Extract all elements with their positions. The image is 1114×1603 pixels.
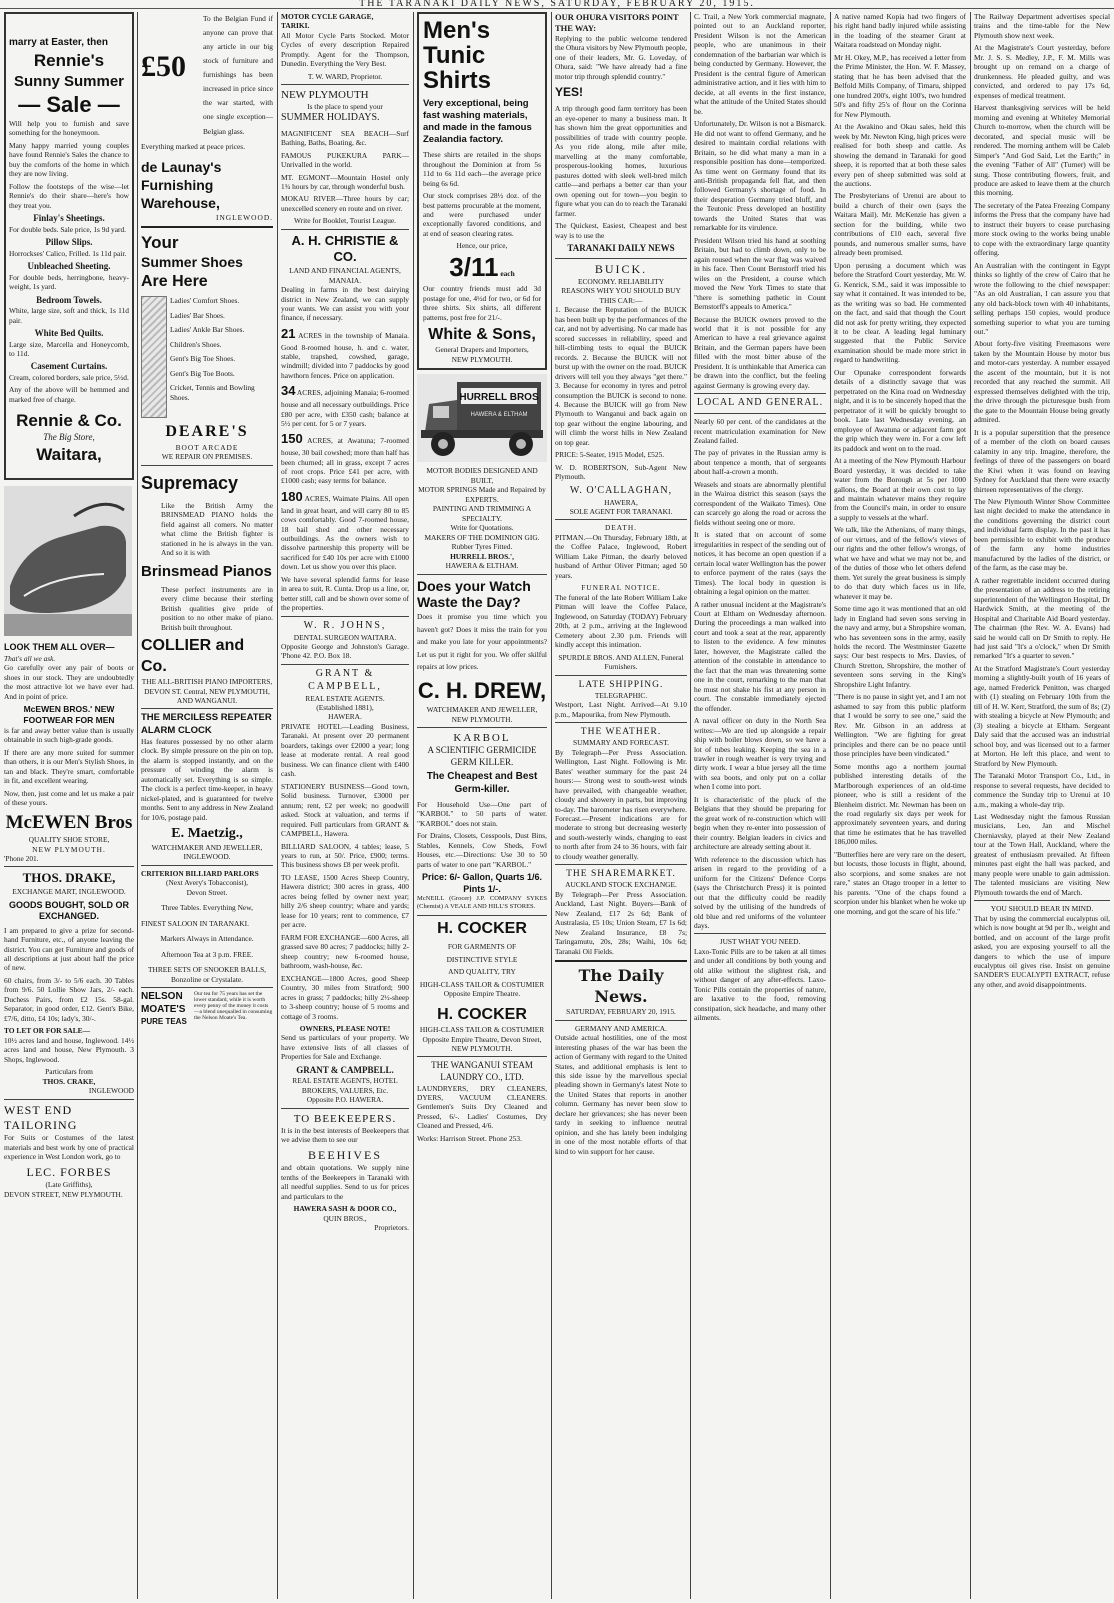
- cocker2-np: NEW PLYMOUTH.: [451, 1044, 513, 1054]
- criterion: CRITERION BILLIARD PARLORS: [141, 868, 259, 878]
- mcewen-bros: McEWEN Bros: [5, 811, 133, 833]
- column-5: [555, 12, 687, 1599]
- buick-economy: ECONOMY. RELIABILITY: [577, 276, 665, 286]
- item-heading: White Bed Quilts.: [34, 327, 104, 338]
- truck-sub: HAWERA & ELTHAM: [470, 412, 528, 419]
- mokau: MOKAU RIVER—Three hours by car; unexcelled scenery en route and on river.: [281, 194, 409, 213]
- drake-exchange: EXCHANGE MART, INGLEWOOD.: [12, 887, 126, 897]
- forbes-address: DEVON STREET, NEW PLYMOUTH.: [4, 1189, 123, 1199]
- funeral-heading: FUNERAL NOTICE.: [581, 583, 661, 593]
- shoe-item: Ladies' Bar Shoes.: [170, 310, 225, 320]
- news-para: Our Opunake correspondent forwards details of a distinctly savage that was perpetrated on the Kina road on Wednesday night, and it is to be sincerely hoped that the perpetrator of it will be quickly brought to book. Late last Wednesday evening, an employee of Awatuna or adjacent farm got the grip which they were in. For a cow left its paddock and went on to the road.: [834, 367, 966, 453]
- white-sons: White & Sons,: [428, 326, 536, 344]
- ad-text: ACRES, at Awatuna; 7-roomed house, 30 bail cowshed; more than half has been churned; all in grass, except 7 acres of root crops. Price £41 per acre, with £1000 cash; easy terms for balance.: [281, 436, 409, 486]
- ad-number: 150: [281, 431, 303, 447]
- peace-prices: Everything marked at peace prices.: [141, 141, 246, 151]
- shoe-item: Ladies' Comfort Shoes.: [170, 296, 240, 306]
- item-text: Cream, colored borders, sale price, 5½d.: [9, 372, 129, 382]
- cocker: H. COCKER: [437, 919, 527, 937]
- shoe-item: Ladies' Ankle Bar Shoes.: [170, 325, 245, 335]
- article-para: C. Trail, a New York commercial magnate, pointed out to an Auckland reporter, President Wilson is not the American people, who are unanimous in their condemnation of the barbarian war which is being conducted by Germany. However, the President is the central figure of American administrative action, and it lies with him to decide, at all events in the first instance, what the attitude of the United States should be.: [694, 12, 826, 116]
- news-para: It is a popular superstition that the presence of a member of the cloth on board causes calamity in any trip. Imagine, therefore, the feelings of three of the passengers on board the Kiwi when it was found on leaving Sydney for Auckland that there were exactly thirteen representatives of the clergy.: [974, 427, 1110, 494]
- buick: BUICK.: [594, 261, 648, 276]
- ad-text: ACRES in the township of Manaia. Good 8-roomed house, h. and c. water, stable, trapshed, cowshed, garage, windmill; divided into 7 paddocks by good hawthorn fences. Price on application.: [281, 330, 409, 380]
- column-8: [974, 12, 1110, 1599]
- dental: DENTAL SURGEON WAITARA.: [293, 632, 397, 642]
- cocker2-addr: Opposite Empire Theatre, Devon Street,: [422, 1034, 542, 1044]
- watch-body: Does it promise you time which you haven't got? Does it miss the train for you and make you late for your appointments? Let us put it right for you. We offer skilful repairs at low prices.: [417, 612, 547, 672]
- afternoon-tea: Afternoon Tea at 3 p.m. FREE.: [160, 949, 254, 959]
- news-para: At the Magistrate's Court yesterday, before Mr. J. S. S. Medley, J.P., F. M. Mills was brought up on remand on a charge of drunkenness. He pleaded guilty, and was convicted, and ordered to pay 17s 6d, expenses of medical treatment.: [974, 43, 1110, 100]
- grant-ad: PRIVATE HOTEL—Leading Business, Taranaki. At present over 20 permanent boarders, takings over £2000 a year; long lease at moderate rental. A real good business. We can finance client with £400 cash.: [281, 721, 409, 779]
- beehives: BEEHIVES: [308, 1147, 382, 1162]
- news-para: The Taranaki Motor Transport Co., Ltd., in response to several requests, have decided to commence the Sunday trip to Urenui at 10 a.m., making a whole-day trip.: [974, 771, 1110, 809]
- drake-list: 60 chairs, from 3/- to 5/6 each. 30 Tables from 9/6. 50 Lollie Show Jars, 2/- each. Duchess Pairs, from £2 15s. 58-gal. Separator, in good order, £12. Gent's Bike, £7/6, ditto, £4 10s; lady's, 30/-.: [4, 975, 134, 1023]
- ocallaghan: W. O'CALLAGHAN,: [569, 484, 673, 496]
- christie-manaia: MANAIA.: [328, 275, 362, 285]
- item-heading: Bedroom Towels.: [36, 294, 102, 305]
- local-para: Weasels and stoats are abnormally plentiful in the Wairoa district this season (says the correspondent of the Waikato Times). One can scarcely go along the road or across the fields without seeing one or more.: [694, 479, 826, 527]
- column-rule: [413, 12, 414, 1599]
- bee-body: It is in the best interests of Beekeepers that we advise them to see our: [281, 1125, 409, 1145]
- maetzig-sub: WATCHMAKER AND JEWELLER, INGLEWOOD.: [151, 842, 263, 862]
- ad-text: ACRES, adjoining Manaia; 6-roomed house and all necessary outbuildings. Price £80 per acre, with £350 cash; balance at 5½ per cent. for 5 or 7 years.: [281, 388, 409, 428]
- grant2-sub: REAL ESTATE AGENTS, HOTEL BROKERS, VALUERS, Etc.: [292, 1076, 398, 1095]
- item-text: Large size, Marcella and Honeycomb, to 11d.: [9, 339, 129, 358]
- brinsmead: Brinsmead Pianos: [141, 562, 272, 580]
- drapers: General Drapers and Importers,: [435, 345, 529, 355]
- item-text: For double beds, herringbone, heavy-weight, 1s yard.: [9, 272, 129, 292]
- buick-body: 1. Because the Reputation of the BUICK has been built up by the performances of the car, and not by advertising. No car made has scored successes in reliability, speed and hill-climbing tests to equal the BUICK records. 2. Because the BUICK will not burst up with the owner on the road. BUICK drivers will tell you they always "get there." 3. Because for economy in tyres and petrol consumption the BUICK is second to none. 4. Because the BUICK will go from New Plymouth to Wanganui and back again on top gear without the engine labouring, and will climb the worst hills in New Zealand on top gear.: [555, 305, 687, 447]
- column-rule: [137, 12, 138, 1599]
- weather-summary: SUMMARY AND FORECAST.: [573, 738, 669, 748]
- local-para: A rather unusual incident at the Magistrate's Court at Eltham on Wednesday afternoon. During the proceedings a man walked into court and took a seat at the rear, apparently to listen to the evidence. A few minutes later, however, the Magistrate called the attention of the constable in attendance to the fact that the man was threatening some one in the court, remarking to the man that he must not shake his fist at any person in court. The constable immediately ejected the offender.: [694, 599, 826, 713]
- buick-reasons: REASONS WHY YOU SHOULD BUY THIS CAR:—: [561, 286, 681, 305]
- christie-ad: [281, 489, 409, 572]
- empire: Opposite Empire Theatre.: [443, 989, 521, 999]
- merciless-body: Has features possessed by no other alarm clock. By simple pressure on the pin on top, the alarm is stopped instantly, and on the pressure of winding the alarm is automatically set. Everything is so simple. The clock is a perfect time-keeper, in heavy nickel-plated, and is guaranteed for twelve months. Sent to any address in New Zealand for 10/6, postage paid.: [141, 736, 273, 822]
- quotations: Write for Quotations.: [450, 523, 514, 533]
- news-para: "There is no pause in sight yet, and I am not ashamed to say from this public platform that I would be sorry to see one," said the Rev. Mr. Gibson in an address at Wellington. "We are fighting for great principles and there can be no peace until those principles have been vindicated.": [834, 692, 966, 759]
- item-heading: Casement Curtains.: [30, 361, 108, 372]
- share-body: By Telegraph—Per Press Association. Auckland, Last Night. Buyers—Bank of New Zealand, £17 2s 6d; Bank of Australasia, £5 10s; Union Steam, £7 1s 6d; New Zealand Insurance, £8 7s; Taringamutu, 20s, 28s; Waihi, 10s 6d; Taranaki Oil Fields.: [555, 889, 687, 956]
- cocker2-sub: HIGH-CLASS TAILOR & COSTUMIER: [419, 1025, 545, 1035]
- column-1: [4, 12, 134, 1599]
- sharemarket: THE SHAREMARKET.: [566, 869, 676, 880]
- deares: DEARE'S: [165, 423, 249, 441]
- ward: T. W. WARD, Proprietor.: [307, 71, 383, 81]
- household: For Household Use—One part of "KARBOL" to 50 parts of water. "KARBOL" does not stain.: [417, 799, 547, 828]
- particulars: Particulars from: [45, 1067, 93, 1077]
- mcewen-body: is far and away better value than is usually obtainable in such high-grade goods.: [4, 725, 134, 745]
- tailoring: For Suits or Costumes of the latest materials and best work by one of practical experience in West London work, go to: [4, 1133, 134, 1162]
- collier-sub: THE ALL-BRITISH PIANO IMPORTERS,: [141, 677, 273, 687]
- christie-ad: [281, 326, 409, 381]
- brinsmead-body: These perfect instruments are in every clime because their sterling British qualities give pride of position to no other make of piano. British built throughout.: [161, 584, 273, 632]
- rennie-title: Rennie's: [33, 50, 105, 70]
- new-plymouth: NEW PLYMOUTH.: [32, 844, 106, 854]
- drew-sub: WATCHMAKER AND JEWELLER,: [426, 705, 538, 715]
- look-body: Go carefully over any pair of boots or shoes in our stock. They are undoubtedly the most attractive lot we have ever had. And in point of price.: [4, 663, 134, 701]
- johns: W. R. JOHNS,: [303, 619, 387, 631]
- waitara: Waitara,: [36, 444, 102, 464]
- high-class: HIGH-CLASS TAILOR & COSTUMIER: [419, 979, 545, 989]
- makers: MAKERS OF THE DOMINION GIG.: [424, 532, 540, 542]
- laundry-body: LAUNDRYERS, DRY CLEANERS, DYERS, VACUUM CLEANERS. Gentlemen's Suits Dry Cleaned and Pressed, 6/-. Ladies' Costumes, Dry Cleaned and Pressed, 4/6.: [417, 1083, 547, 1131]
- rubber: Rubber Tyres Fitted.: [451, 542, 513, 552]
- auckland-exchange: AUCKLAND STOCK EXCHANGE.: [565, 880, 677, 890]
- sale-footsteps: Follow the footsteps of the wise—let Rennie's do their share—here's how they treat you.: [9, 181, 129, 210]
- shirts: Shirts: [423, 67, 492, 95]
- christie-land: LAND AND FINANCIAL AGENTS,: [289, 266, 401, 276]
- news-para: A rather regrettable incident occurred during the presentation of an address to the retiring superintendent of the Wellington Hospital, Dr Hardwick Smith, at the meeting of the Hospital and Charitable Aid Board yesterday. The chairman (the Rev. W. A. Evans) had said he would call on Dr Smith to reply. He had just said "It's a o'clock," when Dr Smith remarked "It's a quarter to seven.": [974, 575, 1110, 661]
- news-para: At the Stratford Magistrate's Court yesterday morning a slightly-built youth of 16 years of age, named Frederick Penitton, was charged with (1) stealing on February 10th from the till of H. W. Kerr, Stratford, the sum of 8s; (2) with stealing a bicycle at New Plymouth; and (3) stealing a bicycle at Eltham. Sergeant Daly said that the accused was an industrial school boy, and was licensed out to a farmer at Morton. He left this place, and went to Stratford by New Plymouth.: [974, 663, 1110, 768]
- local-para: Nearly 60 per cent. of the candidates at the recent matriculation examination for New Zealand failed.: [694, 417, 826, 446]
- grant-ad: TO LEASE, 1500 Acres Sheep Country, Hawera district; 300 acres in grass, 400 acres being felled by owner next year; hilly 2/6 sheep country; whare and yards; lease for 10 years; rent to commence, £7 per acre.: [281, 872, 409, 930]
- grant-ad: STATIONERY BUSINESS—Good town, Solid business. Turnover, £3000 per annum; rent, £2 per week; no goodwill asked. Stock at valuation, and terms if required. Full particulars from GRANT & CAMPBELL, Hawera.: [281, 781, 409, 839]
- phone: 'Phone 201.: [4, 853, 39, 863]
- established: (Established 1881),: [316, 702, 374, 712]
- ad-number: 21: [281, 325, 296, 341]
- distinctive: DISTINCTIVE STYLE: [446, 954, 518, 964]
- merciless: THE MERCILESS REPEATER ALARM CLOCK: [141, 712, 272, 736]
- karbol: KARBOL: [453, 732, 511, 745]
- news-para: At the Awakino and Okau sales, held this week by Mr. Newton King, high prices were realised for both sheep and cattle. As showing the demand in Taranaki for good sheep, it is reported that at both these sales every pen of sheep submitted was sold at the auctions.: [834, 122, 966, 188]
- karbol-agents: McNEILL (Grocer) J.P. COMPANY SYKES (Chemist) A VEALE AND HILL'S STORES.: [417, 895, 547, 911]
- famous: FAMOUS PUKEKURA PARK—Unrivalled in the world.: [281, 150, 409, 170]
- owners-note: OWNERS, PLEASE NOTE!: [299, 1023, 391, 1033]
- watch-question: Does your Watch Waste the Day?: [417, 577, 531, 611]
- mens: Men's: [423, 17, 491, 44]
- news-para: The Railway Department advertises special trains and the time-table for the New Plymouth show next week.: [974, 12, 1110, 40]
- news-para: At a meeting of the New Plymouth Harbour Board yesterday, it was decided to take water from the Borough at 5s per 1000 gallons, the Board at their own cost to lay and maintain whatever mains they require from the Council's main, in order to ensure a supply to vessels at the wharf.: [834, 456, 966, 522]
- news-para: "Butterflies here are very rare on the desert, but locusts, those locusts in flight, abound, also scorpions, and some snakes are not rare," states an Otago trooper in a letter to his parents. "One of the chaps found a scorpion under his blanket when he woke up one morning, and got the scare of his life.": [834, 849, 966, 916]
- collier: COLLIER and Co.: [141, 637, 245, 675]
- beekeepers: TO BEEKEEPERS.: [293, 1112, 397, 1125]
- local-para: With reference to the discussion which has arisen in regard to the providing of a uniform for the Citizens' Defence Corps (says the Christchurch Press) it is pointed out that the difficulty could be readily solved by the utilising of the hundreds of old blue and red uniforms of the volunteer days.: [694, 854, 826, 930]
- garage-title: MOTOR CYCLE GARAGE,: [281, 12, 374, 21]
- shoe-item: Children's Shoes.: [170, 339, 222, 349]
- funeral-body: The funeral of the late Robert William Lake Pitman will leave the Coffee Palace, Inglewood, on Saturday (TODAY) February 20th, at 2 p.m., arriving at the Inglewood Cemetery about 2.30 p.m. Friends will kindly accept this intimation.: [555, 592, 687, 650]
- any-of-above: Any of the above will be hemmed and marked free of charge.: [9, 385, 129, 404]
- forbes: LEC. FORBES: [26, 1164, 112, 1179]
- price: 3/11: [449, 251, 499, 282]
- christie-ad: [281, 431, 409, 486]
- rennie-advert: [4, 12, 134, 480]
- cocker2: H. COCKER: [437, 1005, 527, 1023]
- let-sale: TO LET OR FOR SALE—: [4, 1026, 90, 1036]
- weather: THE WEATHER.: [580, 727, 662, 738]
- just-what: JUST WHAT YOU NEED.: [719, 937, 801, 947]
- thats-all: That's all we ask.: [4, 653, 56, 663]
- article-para: President Wilson tried his hand at soothing Britain, but had to climb down, only to be again roused when the war flag was waived in his face. Then Count Bernstorff tried his wiles on the President, a course which moved the New York Times to state that "there is something pathetic in Count Bernstorff's appeals to America.": [694, 235, 826, 312]
- rennie-co: Rennie & Co.: [16, 411, 122, 431]
- local-para: The pay of privates in the Russian army is about tenpence a month, that of sergeants about half-a-crown a month.: [694, 448, 826, 477]
- shoe-list-row: [141, 296, 273, 418]
- shoe-item: Gent's Big Toe Shoes.: [170, 354, 236, 364]
- each: each: [500, 268, 515, 278]
- truck-label: HURRELL BROS: [459, 392, 539, 404]
- summer-shoes: Summer Shoes: [141, 253, 243, 270]
- column-3: [281, 12, 409, 1599]
- if-there: If there are any more suited for summer than others, it is our Men's Stylish Shoes, in tan and black. They're smart, comfortable in fit, and excellent wearing.: [4, 747, 134, 786]
- finest-saloon: FINEST SALOON IN TARANAKI.: [141, 918, 249, 928]
- sale-intro: Will help you to furnish and save something for the honeymoon.: [9, 118, 129, 138]
- pure-teas: PURE TEAS: [141, 1016, 187, 1026]
- grant-campbell: GRANT & CAMPBELL,: [308, 667, 382, 692]
- forbes-late: (Late Griffiths),: [45, 1180, 93, 1190]
- christie-ad: [281, 383, 409, 428]
- nelson-small: Our tea for 75 years has set the lower standard, while it is worth every penny of the money it costs—a blend unequalled in consuming the Nelson Moate's Tea.: [194, 991, 273, 1022]
- retailed: These shirts are retailed in the shops throughout the Dominion at from 5s 11d to 6s 11d each—the average price being 6s 6d.: [423, 150, 541, 188]
- delaunay-inglewood: INGLEWOOD.: [216, 212, 273, 222]
- article-para: Unfortunately, Dr. Wilson is not a Bismarck. He did not want to offend Germany, and he desired to maintain cordial relations with Britain, so he did what many a man in a responsible position has done—temporized. As time went on Germany found that its anti-British propaganda fell flat, and then followed Germany's shortage of food. In their desperation Germany tried bluff, and the Teutonic Press developed an hostility towards the United States that was remarkable for its virulence.: [694, 119, 826, 233]
- delivery-truck-illustration: [417, 374, 547, 462]
- tariki: TARIKI.: [281, 21, 310, 31]
- let-body: 10½ acres land and house, Inglewood. 14½ acres land and house, New Plymouth. 3 Shops, Inglewood.: [4, 1035, 134, 1064]
- proprietors: Proprietors.: [374, 1222, 409, 1232]
- column-4: [417, 12, 547, 1599]
- quickest: The Quickest, Easiest, Cheapest and best way is to use the: [555, 221, 687, 240]
- grant-ad: EXCHANGE—1800 Acres, good Sheep Country, 30 miles from Stratford; 900 acres in grass; 7 paddocks; hilly 2½-sheep to 3-sheep country; house of 5 rooms and cottage of 3 rooms.: [281, 973, 409, 1021]
- your-heading: Your: [141, 233, 179, 253]
- column-rule: [830, 12, 831, 1599]
- and-quality: AND QUALITY, TRY: [448, 967, 516, 977]
- drake-body: I am prepared to give a prize for second-hand Furniture, etc., of anyone leaving the district. You can get Furniture and goods of all descriptions at just about half the price of new.: [4, 925, 134, 973]
- daily-news-date: SATURDAY, FEBRUARY 20, 1915.: [566, 1007, 676, 1017]
- quin-bros: QUIN BROS.,: [323, 1213, 367, 1223]
- west-end: WEST END TAILORING: [4, 1102, 78, 1132]
- buick-price: PRICE: 5-Seater, 1915 Model, £525.: [555, 450, 665, 460]
- item-text: Horrockses' Calico, Frilled. 1s 11d pair.: [9, 248, 127, 258]
- column-rule: [690, 12, 691, 1599]
- fifty-pound: £50: [141, 50, 186, 83]
- bee-body2: and obtain quotations. We supply nine tenths of the Beekeepers in Taranaki with all needful supplies. Send to us for prices and particulars to the: [281, 1163, 409, 1201]
- hence: Hence, our price,: [456, 241, 508, 251]
- news-para: About forty-five visiting Freemasons were taken by the Mountain House by motor bus and motor-cars yesterday. A number essayed the ascent of the mountain, but it is not recorded that any reached the summit. All expressed themselves delighted with the trip, the drive through the picturesque bush from the gate to the Mountain House being greatly admired.: [974, 339, 1110, 425]
- spurdle: SPURDLE BROS. AND ALLEN, Funeral Furnishers.: [558, 652, 684, 672]
- fifty-pound-advert: [141, 12, 273, 142]
- springs: MOTOR SPRINGS Made and Repaired by EXPERTS.: [418, 485, 546, 504]
- tunic: Tunic: [423, 42, 486, 70]
- yes-body: A trip through good farm territory has been an eye-opener to many a business man. It has shown him the great opportunities and possibilities of trade with country people. As you ride along, mile after mile, marvelling at the many comfortable, prosperous-looking homes, luxurious pastures dotted with sleek well-bred milch cattle—and perhaps a better car than your own opening out for town—you begin to figure what you can do to reach the Taranaki farmer.: [555, 104, 687, 218]
- death-heading: DEATH.: [604, 523, 638, 533]
- grant-hawera: HAWERA.: [328, 712, 362, 722]
- karbol-price: Price: 6/- Gallon, Quarts 1/6. Pints 1/-.: [421, 872, 543, 894]
- daily-news-title: The Daily News.: [578, 966, 664, 1006]
- sale-couples: Many happy married young couples have found Rennie's Sales the chance to buy the comforts of the home in which they are now living.: [9, 140, 129, 179]
- supremacy-body: Like the British Army the BRINSMEAD PIANO holds the field against all comers. No matter what clime the British fighter is stationed in he is always in the van. And so it is with: [161, 500, 273, 558]
- item-text: For double beds. Sale price, 1s 9d yard.: [9, 224, 126, 234]
- magnificent: MAGNIFICENT SEA BEACH—Surf Bathing, Baths, Boating, &c.: [281, 128, 409, 148]
- write-booklet: Write for Booklet, Tourist League.: [293, 216, 397, 226]
- sole-agent: SOLE AGENT FOR TARANAKI.: [569, 507, 673, 516]
- ohura-body: Replying to the public welcome tendered the Ohura visitors by New Plymouth people, one of their leaders, Mr. G. Loveday, of Ohura, said: "We have already had a fine motor trip through splendid country.": [555, 33, 687, 81]
- death-body: PITMAN.—On Thursday, February 18th, at the Coffee Palace, Inglewood, Robert William Lake Pitman, the dearly beloved husband of Arthur Oliver Pitman; aged 50 years.: [555, 532, 687, 580]
- crake: THOS. CRAKE,: [42, 1076, 96, 1086]
- white-np: NEW PLYMOUTH.: [451, 354, 513, 364]
- germany-body: Outside actual hostilities, one of the most interesting phases of the war has been the action of Germany with regard to the United States, and additional emphasis is lent to this side issue by the marvellous special pleading shown in Germany's latest Note to the United States that reports in another column. Germany has never been slow to declare her grievances; she has never been tardy in seeking to influence neutral opinion, and she has lately been indulging in one of the most notable efforts of that kind to win support for her cause.: [555, 1033, 687, 1156]
- np-holiday-head: NEW PLYMOUTH: [281, 89, 369, 102]
- summer-holidays: SUMMER HOLIDAYS.: [281, 111, 380, 123]
- garments: FOR GARMENTS OF: [447, 942, 517, 952]
- johns-opposite: Opposite George and Johnston's Garage. 'Phone 42. P.O. Box 18.: [281, 641, 409, 661]
- ohura-head: OUR OHURA VISITORS POINT THE WAY:: [555, 12, 679, 33]
- news-para: Last Wednesday night the famous Russian musicians, Leo, Jan and Mischel Cherniavsky, played at their New Zealand tour at the Town Hall, Auckland, where the greatest of enthusiasm prevailed. At fifteen minutes past eight the hall was packed, and many people were unable to gain admission. The talented musicians are visiting New Plymouth towards the end of March.: [974, 811, 1110, 897]
- item-text: White, large size, soft and thick, 1s 11d pair.: [9, 306, 129, 325]
- item-heading: Unbleached Sheeting.: [27, 261, 111, 272]
- ad-text: ACRES, Waimate Plains. All open land in great heart, and will carry 80 to 85 cows comfortably. Good 7-roomed house, 18 bail shed and other necessary outbuildings. As the owners wish to dissolve partnership this property will be sacrificed for £40 10s per acre with £1000 down. Let us show you over this place.: [281, 493, 409, 572]
- laundry-works: Works: Harrison Street. Phone 253.: [417, 1133, 522, 1143]
- weather-body: By Telegraph—Per Press Association. Wellington, Last Night. Following is Mr. Bates' weather summary for the past 24 hours:— Strong west to south-west winds have prevailed, with changeable weather, cloudy and showery in parts, but improving to-day. The barometer has risen everywhere. Forecast.—Present indications are for moderate to strong but decreasing westerly and south-westerly winds, changing to east to north after from 24 to 36 hours, with fair to cloudy weather generally.: [555, 747, 687, 861]
- bear-body: That by using the commercial eucalyptus oil, which is now bought at 9d per lb., weight and bottled, and on account of the large profit asked, you are exposing yourself to all the dangers to which the use of impure eucalyptus oil gives rise. Insist on genuine SANDER'S EUCALYPTI EXTRACT, refuse any other, and avoid disappointments.: [974, 913, 1110, 989]
- shoe-illustration: [4, 486, 134, 636]
- shoe-item: Cricket, Tennis and Bowling Shoes.: [170, 383, 255, 402]
- inglewood: INGLEWOOD: [88, 1086, 134, 1096]
- column-rule: [277, 12, 278, 1599]
- germany-heading: GERMANY AND AMERICA.: [575, 1023, 667, 1033]
- stock: Our stock comprises 28½ doz. of the best patterns procurable at the moment, and were purchased under exceptionally favored conditions, and at end of season clearing rates.: [423, 191, 541, 238]
- column-6: [694, 12, 826, 1599]
- moates: MOATE'S: [141, 1003, 186, 1015]
- bear-in-mind: YOU SHOULD BEAR IN MIND.: [990, 904, 1094, 914]
- news-para: We talk, like the Athenians, of many things, of our virtues, and of the fellow's views of our rights and the other fellow's wrongs, of what we have and what we may not be, and of the duties of those who let others defend them. Yet surely the great business is simply to do that duty which faces us in life, whatever it may be.: [834, 525, 966, 601]
- late-shipping: LATE SHIPPING.: [578, 679, 664, 690]
- are-here: Are Here: [141, 272, 208, 290]
- hurrell: HURRELL BROS.',: [450, 551, 514, 561]
- ad-number: 34: [281, 383, 296, 399]
- shoe-list: [170, 296, 273, 418]
- grant-ad: FARM FOR EXCHANGE—600 Acres, all grassed save 80 acres; 7 paddocks; hilly 2-sheep country; new 6-roomed house, bathroom, wash-house, &c.: [281, 932, 409, 971]
- column-rule: [970, 12, 971, 1599]
- cheapest: The Cheapest and Best Germ-killer.: [426, 771, 538, 796]
- telegraphic: TELEGRAPHIC.: [594, 690, 648, 700]
- item-heading: Pillow Slips.: [45, 237, 93, 248]
- germicide: A SCIENTIFIC GERMICIDE GERM KILLER.: [427, 745, 537, 767]
- drew-np: NEW PLYMOUTH.: [451, 714, 513, 724]
- local-para: A naval officer on duty in the North Sea writes:—We are tied up alongside a repair ship with boiler blows down, so we have a lot of tubes leaking. Keeping the sea in a trawler in rough weather is very trying and dirty work. I wear a blue jersey all the time with sea boots, and only put on a collar when I come into port.: [694, 716, 826, 792]
- column-2: [141, 12, 273, 1599]
- nelson-moates-logo: [141, 991, 191, 1027]
- grant2-opp: Opposite P.O. HAWERA.: [306, 1095, 384, 1105]
- delaunay: de Launay's Furnishing Warehouse,: [141, 159, 222, 211]
- local-para: It is stated that on account of some irregularities in respect of the sending out of notices, it has become an open question if a certain local water Wellington has the power to enforce payment of the rates (says the Times). The local body in question is obtaining a legal opinion on the matter.: [694, 530, 826, 597]
- news-para: A native named Kopia had two fingers of his right hand badly injured while assisting in the loading of the steamer Grant at Waitara roadstead on Monday night.: [834, 12, 966, 50]
- motor-bodies: MOTOR BODIES DESIGNED AND BUILT,: [426, 466, 538, 485]
- news-para: Upon perusing a document which was before the Stratford Court yesterday, Mr. W. G. Kenrick, S.M., said it was impossible to say what it contained. It was intended to be, as the writing was so bad. He commented on the fact, and said that though the Court did not ask for pretty writing, they expected it to be clear. A leading legal luminary suggested that the Public Service examination should be made more strict in regard to handwriting.: [834, 260, 966, 365]
- column-7: [834, 12, 966, 1599]
- criterion-next: (Next Avery's Tobacconist),: [165, 878, 249, 888]
- news-para: An Australian with the contingent in Egypt thinks so lightly of the crew of Cairo that he wrote the following to the chief newspaper: "As an old Australian, I can assure you that any old back-block town with 40 inhabitants, selling perhaps 150 copies, would produce something superior to what you are turning out.": [974, 260, 1110, 336]
- hawera-sash: HAWERA SASH & DOOR CO.,: [293, 1204, 397, 1214]
- christie-several: We have several splendid farms for lease in area to suit, R. Cunta. Drop us a line, or, better still, call and be shown over some of the properties.: [281, 574, 409, 613]
- christie-intro: Dealing in farms in the best dairying district in New Zealand, we can supply your wants. We can assist you with your finance, if necessary.: [281, 285, 409, 323]
- np-spend: Is the place to spend your: [307, 102, 383, 112]
- country-friends: Our country friends must add 3d postage for one, 4½d for two, or 6d for three shirts. Six shirts, all different patterns, post free for 21/-.: [423, 284, 541, 322]
- nelson: NELSON: [141, 991, 183, 1003]
- news-para: Harvest thanksgiving services will be held morning and evening at Whiteley Memorial Church to-morrow, when the church will be decorated, and special music will be rendered. The morning anthem will be Caleb Simper's "And God Said, Let the Earth;" in the evening "Father of All" (Turner) will be sung. Those contributing flowers, fruit, and produce are asked to leave them at the church this morning.: [974, 103, 1110, 198]
- nelson-moates-advert: [141, 991, 273, 1027]
- belgian-fund: To the Belgian Fund if anyone can prove that any article in our big stock of furniture and furnishings has been increased in price since the war started, with one single exception—Belgian glass.: [203, 14, 273, 136]
- ad-number: 180: [281, 488, 303, 504]
- ocallaghan-hawera: HAWERA,: [604, 497, 638, 507]
- news-para: The secretary of the Patea Freezing Company informs the Press that the company have had to instruct their buyers to cease purchasing more stock owing to the works being unable to cope with the extraordinary large quantity offering.: [974, 200, 1110, 258]
- news-para: Some months ago a northern journal published interesting details of the Marlborough experiences of an old-time pioneer, who is still a resident of the Blenheim district. Mr. Newman has been on the road regularly six days per week for approximately seventeen years, and during that time he estimates that he has travelled 186,000 miles.: [834, 761, 966, 847]
- drake-title: THOS. DRAKE,: [22, 870, 116, 886]
- just-body: Laxo-Tonic Pills are to be taken at all times and under all conditions by both young and old alike without the slightest risk, and without danger of any after-effects. Laxo-Tonic Pills contain the properties of nature, are laxative to the food, removing constipation, sick headache, and many other ailments.: [694, 946, 826, 1023]
- news-para: The Presbyterians of Urenui are about to build a church of their own (says the Waitara Mail). Mr. McKenzie has given a section for the building, while two contributions of £10 each, several five pounds, and numerous smaller sums, have already been promised.: [834, 191, 966, 258]
- look-heading: LOOK THEM ALL OVER—: [4, 642, 115, 653]
- tunic-shirts-advert: [417, 12, 547, 370]
- tunic-body: Very exceptional, being fast washing materials, and made in the famous Zealandia factory.: [423, 97, 532, 146]
- snooker: THREE SETS OF SNOOKER BALLS,: [147, 965, 267, 975]
- hurrell-sub: HAWERA & ELTHAM.: [445, 561, 519, 571]
- grant2: GRANT & CAMPBELL.: [296, 1064, 394, 1075]
- news-para: Some time ago it was mentioned that an old lady in England had seven sons serving in the navy and army, but a Shropshire woman, who has seventeen sons in the army, easily holds the record. The Westminster Gazette says: Our best respects to Mrs. Davies, of Church Stretton, Shropshire, the mother of seventeen sons serving in the King's Shropshire Light Infantry.: [834, 604, 966, 689]
- westport: Westport, Last Night. Arrived—At 9.10 p.m., Mapourika, from New Plymouth.: [555, 700, 687, 719]
- news-para: Mr H. Okey, M.P., has received a letter from the Prime Minister, the Hon. W. F. Massey, stating that he has been advised that the Belfold Mills Company, of Timaru, shipped one hundred 200's, eight 100's, two hundred 50's and fifty 25's of flour on the Corinna for New Plymouth.: [834, 52, 966, 119]
- egmont: MT. EGMONT—Mountain Hostel only 1¾ hours by car, through wonderful bush.: [281, 172, 409, 191]
- markers: Markers Always in Attendance.: [160, 934, 254, 944]
- yes: YES!: [555, 85, 584, 100]
- drew: C. H. DREW,: [417, 678, 547, 704]
- criterion-street: Devon Street.: [186, 887, 228, 897]
- now-then: Now, then, just come and let us make a pair of these yours.: [4, 788, 134, 808]
- drains: For Drains, Closets, Cesspools, Dust Bins, Stables, Kennels, Cow Sheds, Fowl Houses, etc.—Directions: Use 30 to 50 parts of water to one part "KARBOL.": [417, 831, 547, 869]
- item-heading: Finlay's Sheetings.: [33, 213, 105, 224]
- mcewen-new: McEWEN BROS.' NEW FOOTWEAR FOR MEN: [23, 704, 115, 726]
- quality-store: QUALITY SHOE STORE,: [28, 835, 110, 845]
- big-store: The Big Store,: [43, 432, 95, 443]
- sunny-title: Sunny Summer: [13, 72, 125, 90]
- garage-body: All Motor Cycle Parts Stocked. Motor Cycles of every description Repaired Promptly. Agent for the Thompson, Dunedin. Everything the Very Best.: [281, 30, 409, 69]
- owners-send: Send us particulars of your property. We have extensive lists of all classes of Properties for Sale and Exchange.: [281, 1033, 409, 1062]
- bonzoline: Bonzoline or Crystalate.: [170, 974, 244, 984]
- hand-illustration: [141, 296, 167, 418]
- real-estate: REAL ESTATE AGENTS.: [305, 693, 385, 703]
- masthead: THE TARANAKI DAILY NEWS, SATURDAY, FEBRUARY 20, 1915.: [0, 0, 1114, 9]
- tdn: TARANAKI DAILY NEWS: [567, 243, 675, 254]
- shoe-item: Gent's Big Toe Boots.: [170, 368, 235, 378]
- painting: PAINTING AND TRIMMING A SPECIALTY.: [432, 504, 532, 523]
- grant-ad: BILLIARD SALOON, 4 tables; lease, 5 years to run, at 50/. Price, £900; terms. This business shows £8 per week profit.: [281, 841, 409, 870]
- repair: WE REPAIR ON PREMISES.: [161, 452, 253, 462]
- collier-addr: DEVON ST. Central, NEW PLYMOUTH, AND WANGANUI.: [144, 686, 270, 705]
- article-para: Because the BUICK owners proved to the world that it is not possible for any American to have a real grievance against Britain, and the German papers have been filled with the most bitter abuse of the President. It is unthinkable that America can be drawn into the conflict, but the feeling against Germany is growing every day.: [694, 314, 826, 390]
- robertson: W. D. ROBERTSON, Sub-Agent New Plymouth.: [555, 462, 687, 482]
- christie: A. H. CHRISTIE & CO.: [291, 232, 399, 265]
- supremacy: Supremacy: [141, 472, 239, 493]
- boot-arcade: BOOT ARCADE: [175, 442, 239, 452]
- maetzig: E. Maetzig.,: [171, 826, 243, 841]
- local-para: It is characteristic of the pluck of the Belgians that they should be preparing for the great work of re-construction which will begin when they re-enter into possession of their country. Belgian leaders in civics and architecture are already setting about it.: [694, 794, 826, 852]
- sale-title: — Sale —: [18, 91, 120, 117]
- news-para: The New Plymouth Winter Show Committee last night decided to make the attendance in the conditions governing the district court and individual farm display. In the past it has been permissible to exhibit with the produce of the farm any home industries manufactured by the ladies of the district, or of the farm, as the case may be.: [974, 496, 1110, 573]
- column-rule: [551, 12, 552, 1599]
- wanganui-laundry: THE WANGANUI STEAM LAUNDRY CO., LTD.: [431, 1060, 533, 1082]
- drake-goods: GOODS BOUGHT, SOLD OR EXCHANGED.: [8, 899, 129, 922]
- local-general: LOCAL AND GENERAL.: [696, 397, 824, 409]
- three-tables: Three Tables. Everything New,: [161, 903, 253, 913]
- marry-line: marry at Easter, then: [9, 37, 108, 48]
